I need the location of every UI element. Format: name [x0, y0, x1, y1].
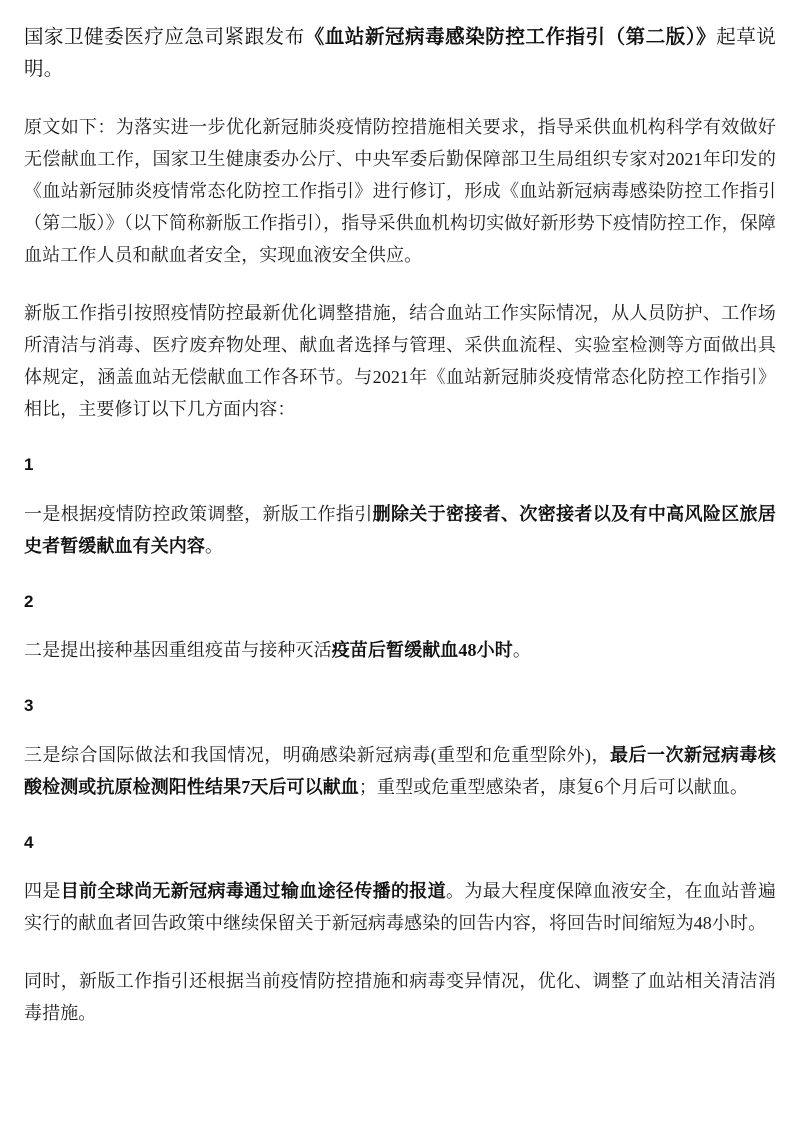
article-body	[24, 22, 776, 1029]
article-title	[24, 22, 776, 85]
section-4-text-b: 目前全球尚无新冠病毒通过输血途径传播的报道	[60, 881, 446, 902]
section-3-text-a: 三是综合国际做法和我国情况，明确感染新冠病毒(重型和危重型除外)，	[24, 744, 610, 765]
paragraph-intro-text: 原文如下：为落实进一步优化新冠肺炎疫情防控措施相关要求，指导采供血机构科学有效做好无偿献血工作，国家卫生健康委办公厅、中央军委后勤保障部卫生局组织专家对2021年印发的《血站新冠肺炎疫情常态化防控工作指引》进行修订，形成《血站新冠病毒感染防控工作指引（第二版）》（以下简称新版工作指引），指导采供血机构切实做好新形势下疫情防控工作，保障血站工作人员和献血者安全，实现血液安全供应。	[24, 117, 776, 266]
section-number-2: 2	[24, 591, 34, 611]
paragraph-closing-text: 同时，新版工作指引还根据当前疫情防控措施和病毒变异情况，优化、调整了血站相关清洁消毒措施。	[24, 971, 776, 1024]
section-number-1: 1	[24, 455, 34, 475]
section-2-text-c: 。	[512, 640, 531, 661]
section-3-text-b: 最后一次新冠病毒核酸检测或抗原检测阳性结果7天后可以献血	[24, 744, 776, 797]
title-suffix: 起草说明。	[24, 27, 776, 80]
section-4-text-c: 。为最大程度保障血液安全，在血站普遍实行的献血者回告政策中继续保留关于新冠病毒感染的回告内容，将回告时间缩短为48小时。	[24, 881, 776, 934]
section-4-text-a: 四是	[24, 881, 61, 902]
paragraph-intro	[24, 111, 776, 271]
section-number-4: 4	[24, 832, 34, 852]
section-body-3	[24, 739, 776, 803]
title-prefix: 国家卫健委医疗应急司紧跟发布	[24, 27, 305, 48]
paragraph-scope-text: 新版工作指引按照疫情防控最新优化调整措施，结合血站工作实际情况，从人员防护、工作场所清洁与消毒、医疗废弃物处理、献血者选择与管理、采供血流程、实验室检测等方面做出具体规定，涵盖血站无偿献血工作各环节。与2021年《血站新冠肺炎疫情常态化防控工作指引》相比，主要修订以下几方面内容：	[24, 303, 776, 420]
section-3-text-c: ；重型或危重型感染者，康复6个月后可以献血。	[358, 776, 749, 797]
section-body-4	[24, 875, 776, 939]
paragraph-closing	[24, 965, 776, 1029]
section-body-1	[24, 498, 776, 562]
section-1-text-b: 删除关于密接者、次密接者以及有中高风险区旅居史者暂缓献血有关内容	[24, 503, 776, 556]
section-body-2	[24, 634, 776, 666]
section-1-text-a: 一是根据疫情防控政策调整，新版工作指引	[24, 503, 373, 524]
section-number-3: 3	[24, 696, 34, 716]
section-1-text-c: 。	[205, 535, 224, 556]
paragraph-scope	[24, 297, 776, 425]
title-guideline-name: 《血站新冠病毒感染防控工作指引（第二版）》	[304, 27, 717, 48]
section-2-text-b: 疫苗后暂缓献血48小时	[331, 640, 513, 661]
section-2-text-a: 二是提出接种基因重组疫苗与接种灭活	[24, 640, 332, 661]
